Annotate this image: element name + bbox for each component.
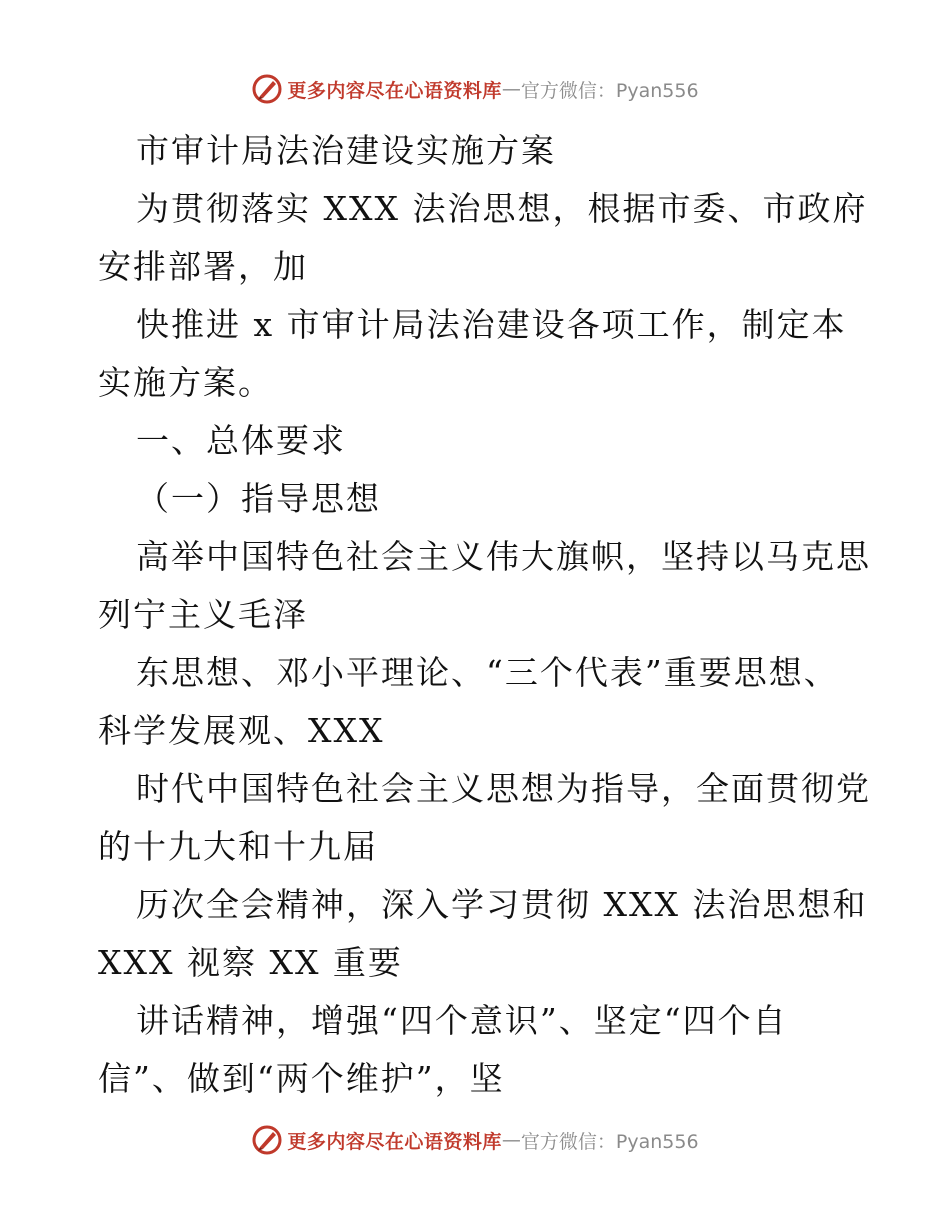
pen-logo-icon [251, 1124, 283, 1156]
watermark-dash: — [501, 1129, 521, 1151]
text-line: 安排部署，加 [98, 247, 308, 286]
header-watermark [0, 73, 950, 105]
text-line: 为贯彻落实 XXX 法治思想，根据市委、市政府 [136, 189, 868, 228]
text-line: 快推进 x 市审计局法治建设各项工作，制定本 [136, 305, 847, 344]
pen-logo-icon [251, 73, 283, 105]
watermark-suffix-text: 官方微信：Pyan556 [520, 79, 699, 102]
footer-watermark [0, 1124, 950, 1156]
text-line: 实施方案。 [98, 363, 273, 402]
text-line: 科学发展观、XXX [98, 711, 385, 750]
text-line: 一、总体要求 [136, 421, 346, 460]
text-line: 高举中国特色社会主义伟大旗帜，坚持以马克思 [136, 537, 871, 576]
watermark-main-text: 更多内容尽在心语资料库 [287, 1130, 502, 1153]
text-line: 时代中国特色社会主义思想为指导，全面贯彻党 [136, 769, 871, 808]
text-line: 列宁主义毛泽 [98, 595, 308, 634]
watermark-suffix-text: 官方微信：Pyan556 [520, 1130, 699, 1153]
text-line: 历次全会精神，深入学习贯彻 XXX 法治思想和 [136, 885, 868, 924]
text-line: XXX 视察 XX 重要 [98, 943, 403, 982]
text-line: 信”、做到“两个维护”，坚 [98, 1059, 505, 1098]
text-line: 东思想、邓小平理论、“三个代表”重要思想、 [136, 653, 839, 692]
watermark-main-text: 更多内容尽在心语资料库 [287, 79, 502, 102]
document-body [98, 122, 871, 1108]
text-line: 市审计局法治建设实施方案 [136, 131, 556, 170]
text-line: 讲话精神，增强“四个意识”、坚定“四个自 [136, 1001, 788, 1040]
text-line: 的十九大和十九届 [98, 827, 378, 866]
watermark-dash: — [501, 78, 521, 100]
text-line: （一）指导思想 [136, 479, 381, 518]
